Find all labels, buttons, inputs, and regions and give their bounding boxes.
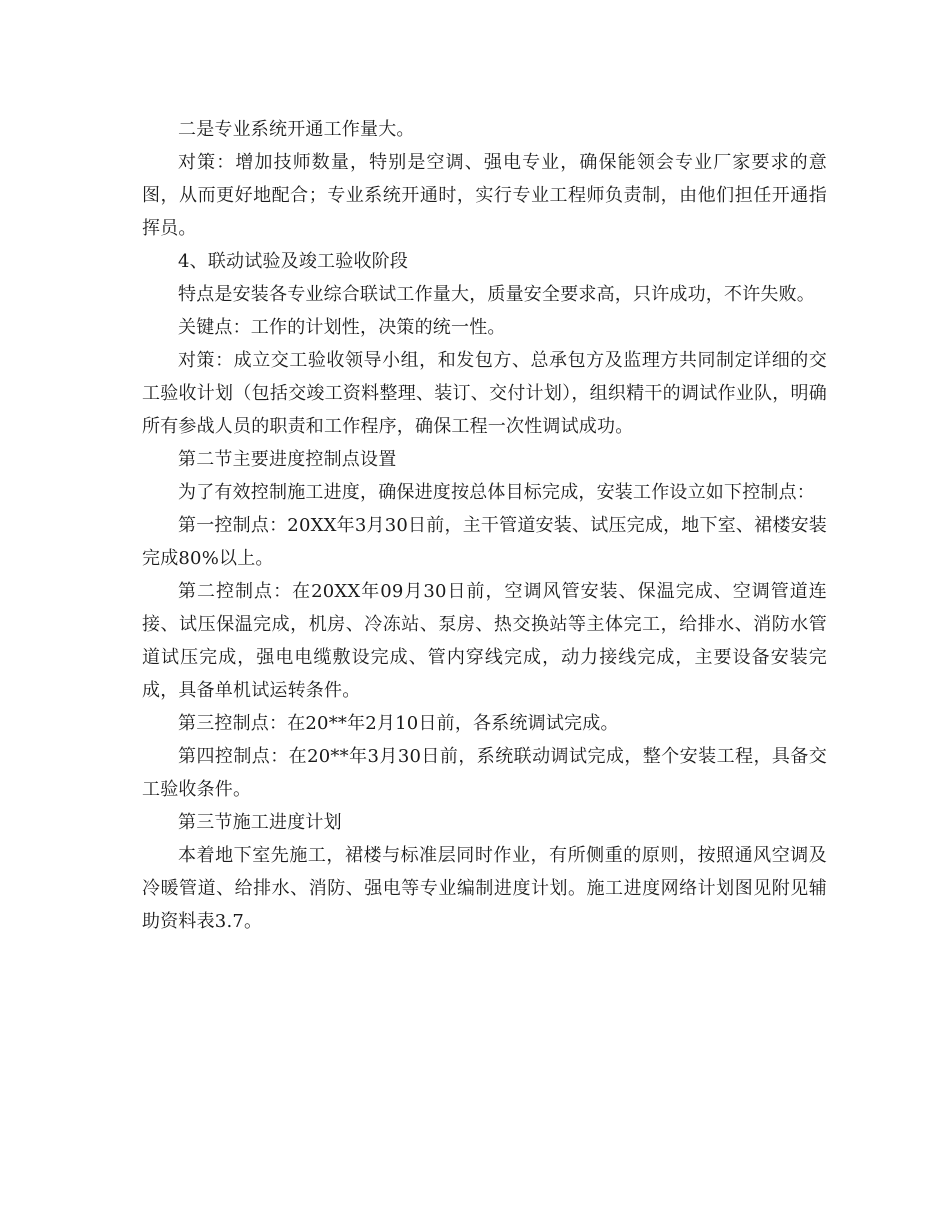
paragraph-4: 特点是安装各专业综合联试工作量大，质量安全要求高，只许成功，不许失败。 xyxy=(178,284,815,305)
paragraph-11: 第三控制点：在20**年2月10日前，各系统调试完成。 xyxy=(178,713,619,734)
section-heading-2: 第二节主要进度控制点设置 xyxy=(178,449,397,470)
paragraph-2: 对策：增加技师数量，特别是空调、强电专业，确保能领会专业厂家要求的意图，从而更好地配合；专业系统开通时，实行专业工程师负责制，由他们担任开通指挥员。 xyxy=(142,152,827,239)
paragraph-6: 对策：成立交工验收领导小组，和发包方、总承包方及监理方共同制定详细的交工验收计划（包括交竣工资料整理、装订、交付计划），组织精干的调试作业队，明确所有参战人员的职责和工作程序，确保工程一次性调试成功。 xyxy=(142,350,827,437)
paragraph-14: 本着地下室先施工，裙楼与标准层同时作业，有所侧重的原则，按照通风空调及冷暖管道、给排水、消防、强电等专业编制进度计划。施工进度网络计划图见附见辅助资料表3.7。 xyxy=(142,845,827,932)
paragraph-9: 第一控制点：20XX年3月30日前，主干管道安装、试压完成，地下室、裙楼安装完成80%以上。 xyxy=(142,515,827,569)
section-heading-3: 第三节施工进度计划 xyxy=(178,812,342,833)
paragraph-12: 第四控制点：在20**年3月30日前，系统联动调试完成，整个安装工程，具备交工验收条件。 xyxy=(142,746,827,800)
paragraph-1: 二是专业系统开通工作量大。 xyxy=(178,119,415,140)
section-heading-4: 4、联动试验及竣工验收阶段 xyxy=(178,251,409,272)
paragraph-10: 第二控制点：在20XX年09月30日前，空调风管安装、保温完成、空调管道连接、试压保温完成，机房、冷冻站、泵房、热交换站等主体完工，给排水、消防水管道试压完成，强电电缆敷设完成、管内穿线完成，动力接线完成，主要设备安装完成，具备单机试运转条件。 xyxy=(142,581,827,701)
paragraph-5: 关键点：工作的计划性，决策的统一性。 xyxy=(178,317,506,338)
document-body xyxy=(142,113,827,938)
paragraph-8: 为了有效控制施工进度，确保进度按总体目标完成，安装工作设立如下控制点： xyxy=(178,482,815,503)
